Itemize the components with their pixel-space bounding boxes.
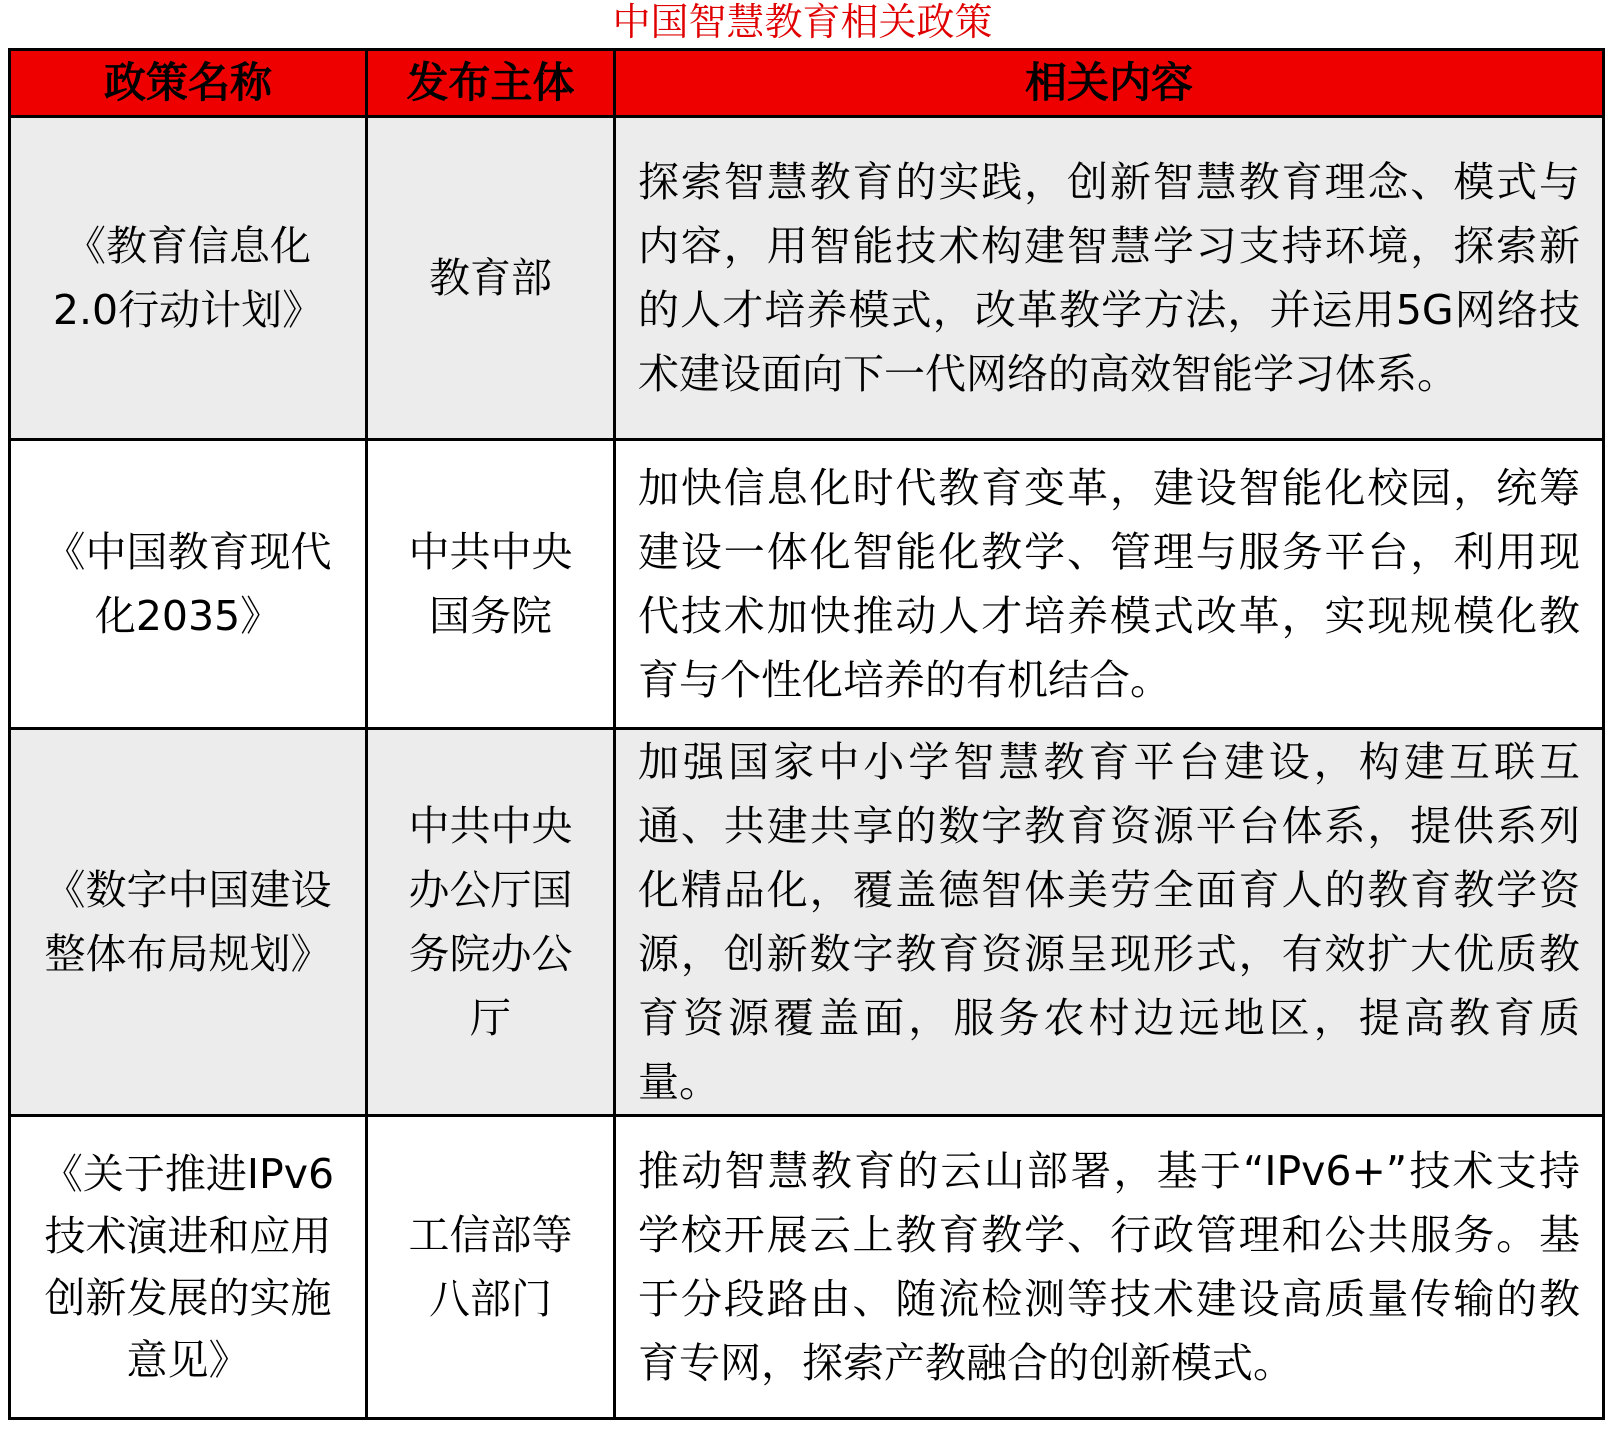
header-issuer: 发布主体 [367,50,615,117]
policy-name-cell: 《中国教育现代化2035》 [10,440,367,729]
table-row [10,729,1604,1116]
table-row [10,440,1604,729]
content-cell: 推动智慧教育的云山部署，基于“IPv6+”技术支持学校开展云上教育教学、行政管理和公共服务。基于分段路由、随流检测等技术建设高质量传输的教育专网，探索产教融合的创新模式。 [615,1116,1604,1419]
policy-name-cell: 《关于推进IPv6技术演进和应用创新发展的实施意见》 [10,1116,367,1419]
issuer-cell: 中共中央办公厅国务院办公厅 [367,729,615,1116]
header-content: 相关内容 [615,50,1604,117]
issuer-cell: 工信部等八部门 [367,1116,615,1419]
content-cell: 加强国家中小学智慧教育平台建设，构建互联互通、共建共享的数字教育资源平台体系，提供系列化精品化，覆盖德智体美劳全面育人的教育教学资源，创新数字教育资源呈现形式，有效扩大优质教育资源覆盖面，服务农村边远地区，提高教育质量。 [615,729,1604,1116]
table-row [10,1116,1604,1419]
policy-table [8,48,1605,1420]
table-row [10,117,1604,440]
issuer-cell: 教育部 [367,117,615,440]
policy-name-cell: 《教育信息化2.0行动计划》 [10,117,367,440]
table-caption: 中国智慧教育相关政策 [612,0,993,44]
issuer-cell: 中共中央国务院 [367,440,615,729]
content-cell: 探索智慧教育的实践，创新智慧教育理念、模式与内容，用智能技术构建智慧学习支持环境，探索新的人才培养模式，改革教学方法，并运用5G网络技术建设面向下一代网络的高效智能学习体系。 [615,117,1604,440]
header-row [10,50,1604,117]
content-cell: 加快信息化时代教育变革，建设智能化校园，统筹建设一体化智能化教学、管理与服务平台，利用现代技术加快推动人才培养模式改革，实现规模化教育与个性化培养的有机结合。 [615,440,1604,729]
header-policy-name: 政策名称 [10,50,367,117]
policy-name-cell: 《数字中国建设整体布局规划》 [10,729,367,1116]
